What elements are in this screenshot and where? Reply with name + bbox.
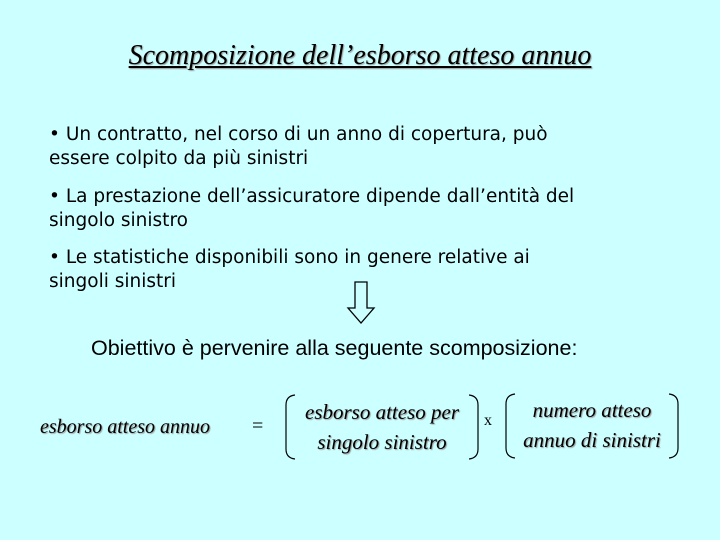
formula-term2-line2: annuo di sinistri <box>523 428 661 452</box>
bullet-text-line2: singoli sinistri <box>49 271 177 292</box>
slide-title: Scomposizione dell’esborso atteso annuo <box>128 40 592 71</box>
bullet-item <box>49 123 689 171</box>
formula-term2-line1: numero atteso <box>532 398 652 422</box>
objective-text: Obiettivo è pervenire alla seguente scomposizione: <box>91 336 578 360</box>
formula-term1 <box>292 397 472 457</box>
formula-term1-line1: esborso atteso per <box>305 400 459 424</box>
bullet-text-line1: Le statistiche disponibili sono in genere relative ai <box>65 247 530 268</box>
bullet-text-line2: singolo sinistro <box>49 210 188 231</box>
right-paren-icon <box>467 393 481 461</box>
formula-times: x <box>484 412 492 429</box>
bullet-item <box>49 185 689 233</box>
formula-lhs: esborso atteso annuo <box>40 416 210 438</box>
bullet-symbol: • <box>49 247 60 268</box>
formula-equals: = <box>252 415 264 437</box>
bullet-text-line1: Un contratto, nel corso di un anno di copertura, può <box>65 124 548 145</box>
bullet-symbol: • <box>49 186 60 207</box>
bullet-text-line2: essere colpito da più sinistri <box>49 148 309 169</box>
bullet-text-line1: La prestazione dell’assicuratore dipende dall’entità del <box>65 186 575 207</box>
bullet-symbol: • <box>49 124 60 145</box>
down-arrow-icon <box>346 281 376 325</box>
formula-term1-line2: singolo sinistro <box>317 430 447 454</box>
right-paren-icon <box>667 392 681 460</box>
formula-term2 <box>510 395 674 455</box>
